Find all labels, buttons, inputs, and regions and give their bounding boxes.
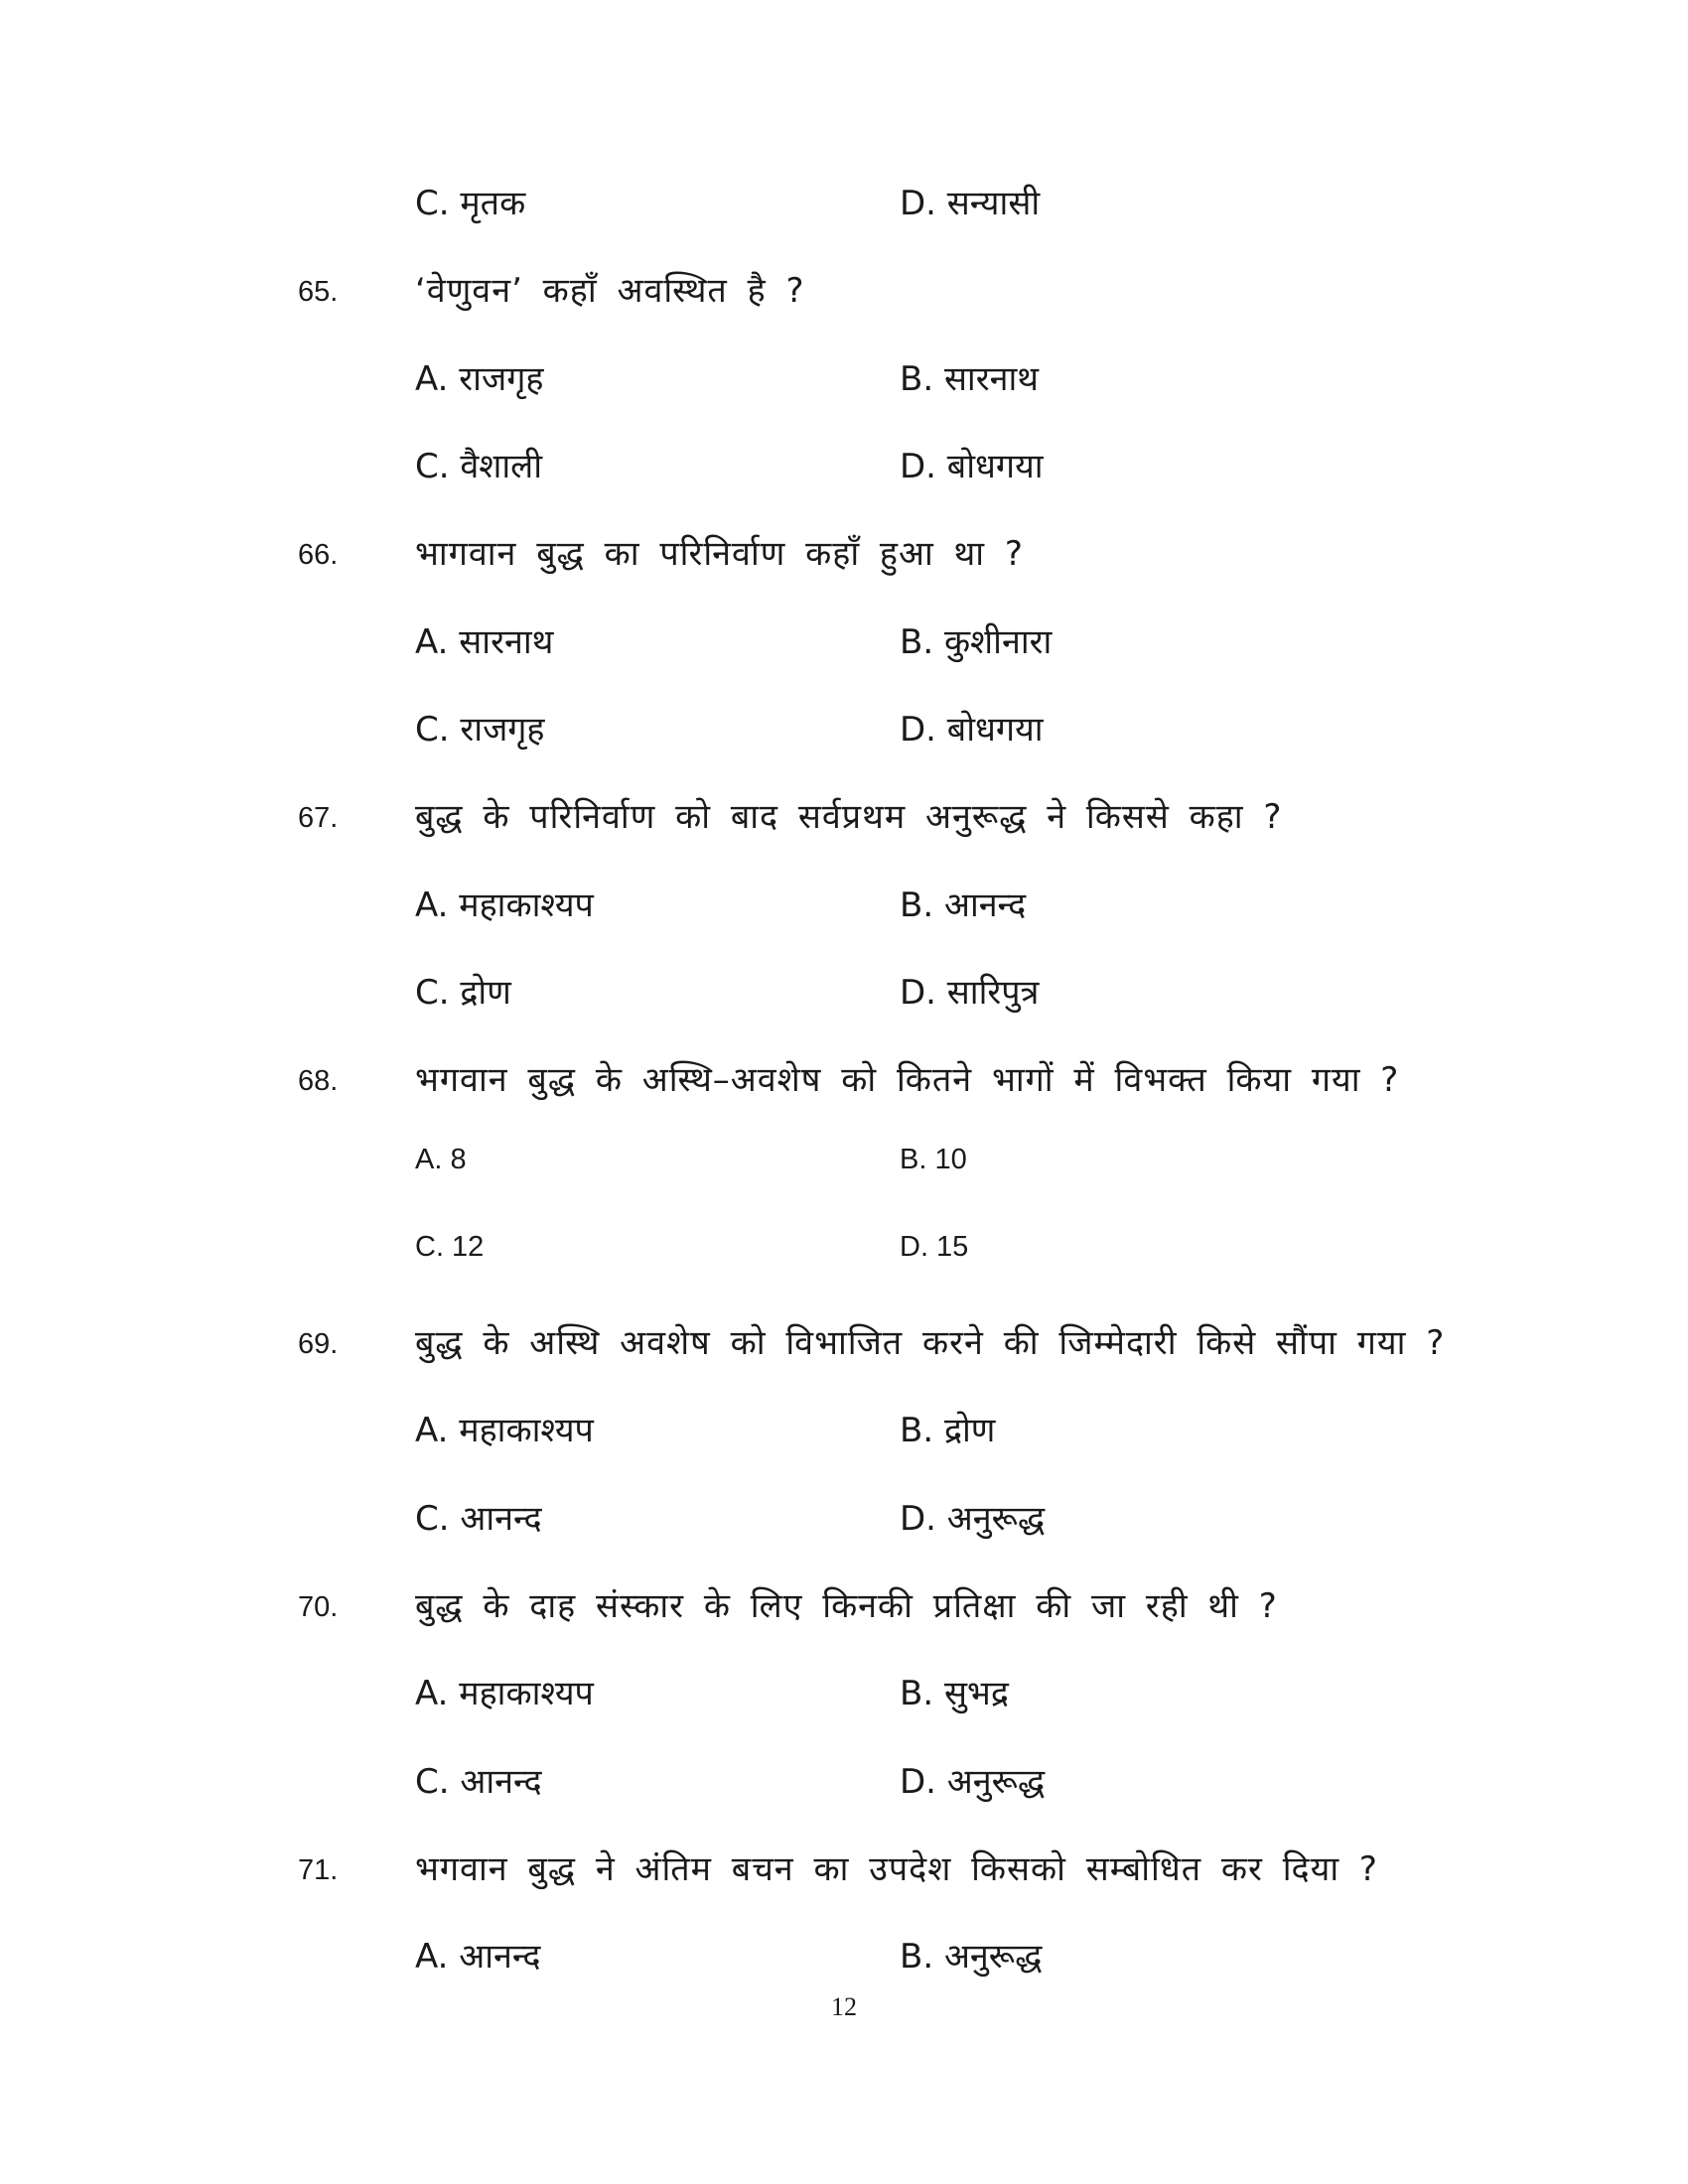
- option-b: B. सारनाथ: [900, 359, 1040, 399]
- question-number: 70.: [298, 1591, 339, 1623]
- option-c: C. 12: [415, 1231, 485, 1263]
- question-text: भगवान बुद्ध ने अंतिम बचन का उपदेश किसको सम्बोधित कर दिया ?: [415, 1849, 1378, 1889]
- question-text: ‘वेणुवन’ कहाँ अवस्थित है ?: [415, 271, 805, 311]
- option-b: B. द्रोण: [900, 1411, 996, 1450]
- option-c: C. आनन्द: [415, 1499, 542, 1539]
- option-d: D. बोधगया: [900, 447, 1044, 486]
- question-69-options-ab: [0, 1406, 1688, 1465]
- question-71-options-ab: [0, 1932, 1688, 1991]
- carryover-options: [0, 179, 1688, 238]
- option-c: C. आनन्द: [415, 1762, 542, 1802]
- question-number: 71.: [298, 1854, 339, 1886]
- option-a: A. आनन्द: [415, 1937, 541, 1977]
- question-69-options-cd: [0, 1494, 1688, 1554]
- option-b: B. आनन्द: [900, 886, 1027, 925]
- question-70-options-cd: [0, 1757, 1688, 1817]
- question-text: भागवान बुद्ध का परिनिर्वाण कहाँ हुआ था ?: [415, 534, 1024, 574]
- question-70-options-ab: [0, 1669, 1688, 1728]
- question-text: बुद्ध के परिनिर्वाण को बाद सर्वप्रथम अनुरूद्ध ने किससे कहा ?: [415, 797, 1283, 837]
- question-number: 67.: [298, 802, 339, 834]
- question-65: [0, 266, 1688, 326]
- option-b: B. 10: [900, 1144, 967, 1175]
- question-text: भगवान बुद्ध के अस्थि–अवशेष को कितने भागों में विभक्त किया गया ?: [415, 1060, 1400, 1100]
- option-a: A. राजगृह: [415, 359, 544, 399]
- option-c: C. राजगृह: [415, 710, 545, 750]
- option-d: D. अनुरूद्ध: [900, 1762, 1046, 1802]
- question-71: [0, 1844, 1688, 1904]
- option-d: D. बोधगया: [900, 710, 1044, 750]
- question-66-options-cd: [0, 705, 1688, 764]
- question-number: 66.: [298, 539, 339, 571]
- question-66: [0, 529, 1688, 589]
- question-67-options-ab: [0, 881, 1688, 940]
- option-a: A. 8: [415, 1144, 467, 1175]
- option-d: D. सन्यासी: [900, 184, 1041, 223]
- question-number: 69.: [298, 1328, 339, 1360]
- option-a: A. महाकाश्यप: [415, 886, 594, 925]
- question-65-options-cd: [0, 442, 1688, 501]
- option-b: B. कुशीनारा: [900, 622, 1053, 662]
- question-69: [0, 1318, 1688, 1378]
- option-c: C. द्रोण: [415, 973, 511, 1013]
- option-d: D. 15: [900, 1231, 969, 1263]
- question-68-options-cd: [0, 1231, 1688, 1291]
- question-text: बुद्ध के अस्थि अवशेष को विभाजित करने की जिम्मेदारी किसे सौंपा गया ?: [415, 1323, 1446, 1363]
- option-d: D. अनुरूद्ध: [900, 1499, 1046, 1539]
- question-number: 68.: [298, 1065, 339, 1097]
- option-c: C. वैशाली: [415, 447, 543, 486]
- question-65-options-ab: [0, 354, 1688, 414]
- question-70: [0, 1581, 1688, 1641]
- option-a: A. महाकाश्यप: [415, 1674, 594, 1713]
- option-a: A. महाकाश्यप: [415, 1411, 594, 1450]
- option-b: B. सुभद्र: [900, 1674, 1009, 1713]
- page-number: 12: [831, 1992, 857, 2021]
- question-68: [0, 1055, 1688, 1115]
- question-text: बुद्ध के दाह संस्कार के लिए किनकी प्रतिक्षा की जा रही थी ?: [415, 1586, 1278, 1626]
- option-b: B. अनुरूद्ध: [900, 1937, 1043, 1977]
- option-a: A. सारनाथ: [415, 622, 554, 662]
- question-67-options-cd: [0, 968, 1688, 1027]
- option-c: C. मृतक: [415, 184, 526, 223]
- question-number: 65.: [298, 276, 339, 308]
- question-68-options-ab: [0, 1144, 1688, 1203]
- question-66-options-ab: [0, 617, 1688, 677]
- question-67: [0, 792, 1688, 852]
- option-d: D. सारिपुत्र: [900, 973, 1040, 1013]
